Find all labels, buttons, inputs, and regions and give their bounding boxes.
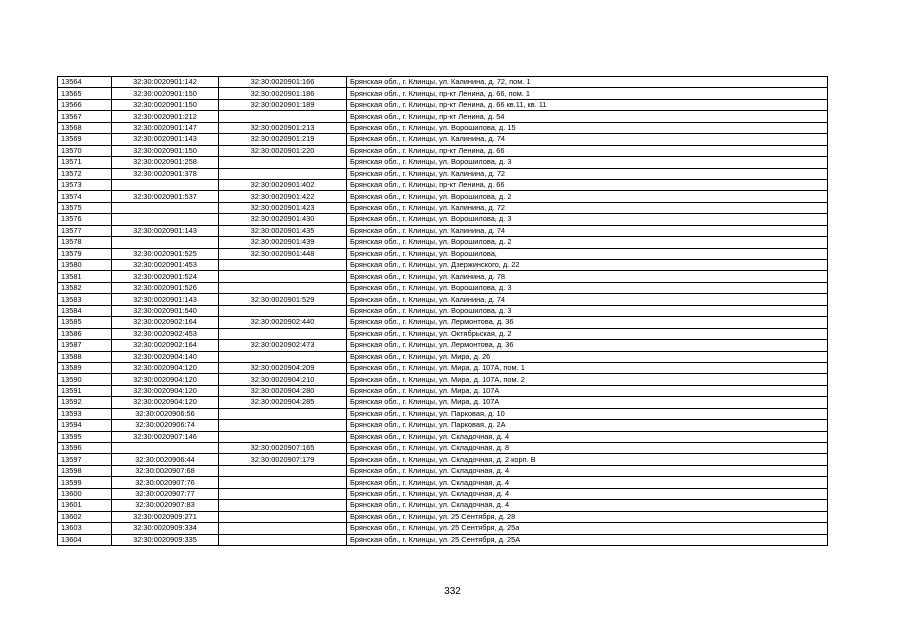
parent-cadastral-number-cell [219, 260, 347, 271]
cadastral-number-cell [112, 214, 219, 225]
cadastral-number-cell [112, 237, 219, 248]
row-number-cell: 13592 [58, 397, 112, 408]
cadastral-number-cell: 32:30:0020907:146 [112, 431, 219, 442]
row-number-cell: 13590 [58, 374, 112, 385]
table-row [58, 157, 828, 168]
cadastral-number-cell: 32:30:0020909:271 [112, 511, 219, 522]
cadastral-number-cell: 32:30:0020901:537 [112, 191, 219, 202]
table-row [58, 351, 828, 362]
cadastral-number-cell: 32:30:0020901:150 [112, 88, 219, 99]
parent-cadastral-number-cell [219, 477, 347, 488]
table-row [58, 374, 828, 385]
cadastral-number-cell: 32:30:0020904:120 [112, 362, 219, 373]
cadastral-number-cell: 32:30:0020901:378 [112, 168, 219, 179]
row-number-cell: 13582 [58, 282, 112, 293]
row-number-cell: 13601 [58, 500, 112, 511]
cadastral-number-cell: 32:30:0020907:83 [112, 500, 219, 511]
cadastral-number-cell: 32:30:0020901:147 [112, 122, 219, 133]
row-number-cell: 13594 [58, 420, 112, 431]
cadastral-number-cell: 32:30:0020906:74 [112, 420, 219, 431]
address-cell: Брянская обл., г. Клинцы, ул. Мира, д. 26 [347, 351, 828, 362]
table-row [58, 431, 828, 442]
row-number-cell: 13568 [58, 122, 112, 133]
table-row [58, 202, 828, 213]
parent-cadastral-number-cell [219, 351, 347, 362]
table-row [58, 397, 828, 408]
parent-cadastral-number-cell: 32:30:0020902:440 [219, 317, 347, 328]
table-row [58, 260, 828, 271]
address-cell: Брянская обл., г. Клинцы, ул. Мира, д. 107А, пом. 2 [347, 374, 828, 385]
table-row [58, 523, 828, 534]
table-row [58, 88, 828, 99]
table-row [58, 420, 828, 431]
address-cell: Брянская обл., г. Клинцы, ул. Ворошилова, д. 2 [347, 237, 828, 248]
table-row [58, 214, 828, 225]
parent-cadastral-number-cell: 32:30:0020904:280 [219, 385, 347, 396]
address-cell: Брянская обл., г. Клинцы, ул. Парковая, д. 10 [347, 408, 828, 419]
table-row [58, 168, 828, 179]
table-row [58, 500, 828, 511]
cadastral-number-cell: 32:30:0020901:540 [112, 305, 219, 316]
table-row [58, 282, 828, 293]
table-row [58, 225, 828, 236]
row-number-cell: 13587 [58, 340, 112, 351]
cadastral-number-cell: 32:30:0020901:453 [112, 260, 219, 271]
table-row [58, 237, 828, 248]
row-number-cell: 13602 [58, 511, 112, 522]
cadastral-number-cell: 32:30:0020904:120 [112, 397, 219, 408]
table-row [58, 385, 828, 396]
cadastral-number-cell: 32:30:0020901:525 [112, 248, 219, 259]
cadastral-number-cell: 32:30:0020901:143 [112, 294, 219, 305]
cadastral-number-cell: 32:30:0020904:120 [112, 374, 219, 385]
table-row [58, 271, 828, 282]
table-row [58, 122, 828, 133]
table-row [58, 145, 828, 156]
registry-table [57, 76, 828, 546]
row-number-cell: 13580 [58, 260, 112, 271]
row-number-cell: 13573 [58, 179, 112, 190]
cadastral-number-cell: 32:30:0020901:143 [112, 225, 219, 236]
parent-cadastral-number-cell [219, 168, 347, 179]
parent-cadastral-number-cell [219, 420, 347, 431]
address-cell: Брянская обл., г. Клинцы, ул. Ворошилова, д. 2 [347, 191, 828, 202]
row-number-cell: 13583 [58, 294, 112, 305]
parent-cadastral-number-cell [219, 282, 347, 293]
row-number-cell: 13565 [58, 88, 112, 99]
parent-cadastral-number-cell [219, 534, 347, 545]
address-cell: Брянская обл., г. Клинцы, ул. Калинина, д. 74 [347, 134, 828, 145]
parent-cadastral-number-cell: 32:30:0020901:220 [219, 145, 347, 156]
row-number-cell: 13591 [58, 385, 112, 396]
cadastral-number-cell: 32:30:0020902:453 [112, 328, 219, 339]
address-cell: Брянская обл., г. Клинцы, ул. Ворошилова, д. 3 [347, 305, 828, 316]
address-cell: Брянская обл., г. Клинцы, ул. Октябрьская, д. 2 [347, 328, 828, 339]
row-number-cell: 13575 [58, 202, 112, 213]
parent-cadastral-number-cell: 32:30:0020901:439 [219, 237, 347, 248]
row-number-cell: 13566 [58, 99, 112, 110]
parent-cadastral-number-cell: 32:30:0020901:219 [219, 134, 347, 145]
address-cell: Брянская обл., г. Клинцы, ул. Мира, д. 107А [347, 385, 828, 396]
address-cell: Брянская обл., г. Клинцы, ул. Ворошилова, д. 3 [347, 282, 828, 293]
row-number-cell: 13577 [58, 225, 112, 236]
address-cell: Брянская обл., г. Клинцы, ул. Лермонтова, д. 36 [347, 340, 828, 351]
row-number-cell: 13600 [58, 488, 112, 499]
row-number-cell: 13574 [58, 191, 112, 202]
parent-cadastral-number-cell: 32:30:0020901:186 [219, 88, 347, 99]
row-number-cell: 13581 [58, 271, 112, 282]
parent-cadastral-number-cell [219, 328, 347, 339]
parent-cadastral-number-cell [219, 111, 347, 122]
address-cell: Брянская обл., г. Клинцы, пр-кт Ленина, д. 54 [347, 111, 828, 122]
table-row [58, 99, 828, 110]
cadastral-number-cell [112, 202, 219, 213]
table-row [58, 134, 828, 145]
address-cell: Брянская обл., г. Клинцы, ул. Ворошилова, д. 15 [347, 122, 828, 133]
table-row [58, 408, 828, 419]
cadastral-number-cell [112, 179, 219, 190]
table-row [58, 454, 828, 465]
table-row [58, 477, 828, 488]
row-number-cell: 13567 [58, 111, 112, 122]
address-cell: Брянская обл., г. Клинцы, ул. Калинина, д. 74 [347, 294, 828, 305]
cadastral-number-cell: 32:30:0020901:150 [112, 145, 219, 156]
row-number-cell: 13595 [58, 431, 112, 442]
parent-cadastral-number-cell [219, 271, 347, 282]
table-row [58, 191, 828, 202]
address-cell: Брянская обл., г. Клинцы, ул. Складочная, д. 8 [347, 443, 828, 454]
cadastral-number-cell: 32:30:0020901:150 [112, 99, 219, 110]
row-number-cell: 13586 [58, 328, 112, 339]
parent-cadastral-number-cell [219, 500, 347, 511]
registry-table-body [58, 77, 828, 546]
address-cell: Брянская обл., г. Клинцы, ул. Складочная, д. 4 [347, 431, 828, 442]
address-cell: Брянская обл., г. Клинцы, пр-кт Ленина, д. 66 кв.11, кв. 11 [347, 99, 828, 110]
address-cell: Брянская обл., г. Клинцы, ул. Мира, д. 107А, пом. 1 [347, 362, 828, 373]
parent-cadastral-number-cell: 32:30:0020901:435 [219, 225, 347, 236]
row-number-cell: 13585 [58, 317, 112, 328]
table-row [58, 248, 828, 259]
cadastral-number-cell: 32:30:0020907:77 [112, 488, 219, 499]
row-number-cell: 13596 [58, 443, 112, 454]
cadastral-number-cell: 32:30:0020907:68 [112, 465, 219, 476]
address-cell: Брянская обл., г. Клинцы, пр-кт Ленина, д. 66, пом. 1 [347, 88, 828, 99]
parent-cadastral-number-cell: 32:30:0020901:166 [219, 77, 347, 88]
row-number-cell: 13564 [58, 77, 112, 88]
table-row [58, 465, 828, 476]
table-row [58, 111, 828, 122]
cadastral-number-cell: 32:30:0020904:140 [112, 351, 219, 362]
address-cell: Брянская обл., г. Клинцы, пр-кт Ленина, д. 66 [347, 145, 828, 156]
row-number-cell: 13593 [58, 408, 112, 419]
table-row [58, 328, 828, 339]
table-row [58, 305, 828, 316]
table-row [58, 534, 828, 545]
parent-cadastral-number-cell: 32:30:0020901:423 [219, 202, 347, 213]
row-number-cell: 13570 [58, 145, 112, 156]
parent-cadastral-number-cell [219, 488, 347, 499]
table-row [58, 294, 828, 305]
parent-cadastral-number-cell: 32:30:0020904:209 [219, 362, 347, 373]
address-cell: Брянская обл., г. Клинцы, ул. Дзержинского, д. 22 [347, 260, 828, 271]
address-cell: Брянская обл., г. Клинцы, ул. 25 Сентября, д. 25А [347, 534, 828, 545]
cadastral-number-cell: 32:30:0020901:524 [112, 271, 219, 282]
cadastral-number-cell: 32:30:0020902:164 [112, 317, 219, 328]
table-row [58, 511, 828, 522]
row-number-cell: 13579 [58, 248, 112, 259]
parent-cadastral-number-cell [219, 465, 347, 476]
page-number: 332 [444, 586, 461, 597]
address-cell: Брянская обл., г. Клинцы, ул. Складочная, д. 4 [347, 500, 828, 511]
address-cell: Брянская обл., г. Клинцы, ул. Калинина, д. 72 [347, 202, 828, 213]
parent-cadastral-number-cell: 32:30:0020901:189 [219, 99, 347, 110]
parent-cadastral-number-cell: 32:30:0020901:430 [219, 214, 347, 225]
row-number-cell: 13599 [58, 477, 112, 488]
cadastral-number-cell [112, 443, 219, 454]
cadastral-number-cell: 32:30:0020904:120 [112, 385, 219, 396]
table-row [58, 317, 828, 328]
parent-cadastral-number-cell: 32:30:0020901:529 [219, 294, 347, 305]
cadastral-number-cell: 32:30:0020901:526 [112, 282, 219, 293]
row-number-cell: 13584 [58, 305, 112, 316]
address-cell: Брянская обл., г. Клинцы, ул. Складочная, д. 4 [347, 465, 828, 476]
row-number-cell: 13571 [58, 157, 112, 168]
parent-cadastral-number-cell: 32:30:0020904:285 [219, 397, 347, 408]
row-number-cell: 13597 [58, 454, 112, 465]
address-cell: Брянская обл., г. Клинцы, ул. 25 Сентября, д. 25а [347, 523, 828, 534]
parent-cadastral-number-cell: 32:30:0020902:473 [219, 340, 347, 351]
parent-cadastral-number-cell [219, 511, 347, 522]
parent-cadastral-number-cell [219, 408, 347, 419]
row-number-cell: 13589 [58, 362, 112, 373]
row-number-cell: 13572 [58, 168, 112, 179]
cadastral-number-cell: 32:30:0020901:142 [112, 77, 219, 88]
cadastral-number-cell: 32:30:0020901:212 [112, 111, 219, 122]
table-row [58, 488, 828, 499]
cadastral-number-cell: 32:30:0020901:258 [112, 157, 219, 168]
parent-cadastral-number-cell: 32:30:0020901:448 [219, 248, 347, 259]
address-cell: Брянская обл., г. Клинцы, ул. Калинина, д. 74 [347, 225, 828, 236]
row-number-cell: 13604 [58, 534, 112, 545]
parent-cadastral-number-cell: 32:30:0020901:402 [219, 179, 347, 190]
address-cell: Брянская обл., г. Клинцы, ул. Калинина, д. 78 [347, 271, 828, 282]
cadastral-number-cell: 32:30:0020909:334 [112, 523, 219, 534]
address-cell: Брянская обл., г. Клинцы, ул. 25 Сентября, д. 28 [347, 511, 828, 522]
row-number-cell: 13576 [58, 214, 112, 225]
parent-cadastral-number-cell [219, 431, 347, 442]
parent-cadastral-number-cell: 32:30:0020907:179 [219, 454, 347, 465]
table-row [58, 340, 828, 351]
address-cell: Брянская обл., г. Клинцы, ул. Лермонтова, д. 36 [347, 317, 828, 328]
parent-cadastral-number-cell: 32:30:0020904:210 [219, 374, 347, 385]
address-cell: Брянская обл., г. Клинцы, ул. Ворошилова, [347, 248, 828, 259]
address-cell: Брянская обл., г. Клинцы, ул. Калинина, д. 72 [347, 168, 828, 179]
parent-cadastral-number-cell [219, 305, 347, 316]
table-row [58, 179, 828, 190]
address-cell: Брянская обл., г. Клинцы, ул. Ворошилова, д. 3 [347, 214, 828, 225]
row-number-cell: 13603 [58, 523, 112, 534]
parent-cadastral-number-cell [219, 157, 347, 168]
row-number-cell: 13588 [58, 351, 112, 362]
row-number-cell: 13578 [58, 237, 112, 248]
cadastral-number-cell: 32:30:0020906:56 [112, 408, 219, 419]
address-cell: Брянская обл., г. Клинцы, ул. Ворошилова, д. 3 [347, 157, 828, 168]
cadastral-number-cell: 32:30:0020902:164 [112, 340, 219, 351]
table-row [58, 362, 828, 373]
cadastral-number-cell: 32:30:0020901:143 [112, 134, 219, 145]
parent-cadastral-number-cell: 32:30:0020901:422 [219, 191, 347, 202]
address-cell: Брянская обл., г. Клинцы, ул. Парковая, д. 2А [347, 420, 828, 431]
parent-cadastral-number-cell: 32:30:0020907:165 [219, 443, 347, 454]
row-number-cell: 13598 [58, 465, 112, 476]
address-cell: Брянская обл., г. Клинцы, ул. Мира, д. 107А [347, 397, 828, 408]
address-cell: Брянская обл., г. Клинцы, пр-кт Ленина, д. 66 [347, 179, 828, 190]
table-row [58, 443, 828, 454]
parent-cadastral-number-cell [219, 523, 347, 534]
cadastral-number-cell: 32:30:0020906:44 [112, 454, 219, 465]
cadastral-number-cell: 32:30:0020909:335 [112, 534, 219, 545]
row-number-cell: 13569 [58, 134, 112, 145]
table-row [58, 77, 828, 88]
address-cell: Брянская обл., г. Клинцы, ул. Складочная, д. 4 [347, 477, 828, 488]
cadastral-number-cell: 32:30:0020907:76 [112, 477, 219, 488]
address-cell: Брянская обл., г. Клинцы, ул. Складочная, д. 2 корп. В [347, 454, 828, 465]
address-cell: Брянская обл., г. Клинцы, ул. Калинина, д. 72, пом. 1 [347, 77, 828, 88]
parent-cadastral-number-cell: 32:30:0020901:213 [219, 122, 347, 133]
address-cell: Брянская обл., г. Клинцы, ул. Складочная, д. 4 [347, 488, 828, 499]
